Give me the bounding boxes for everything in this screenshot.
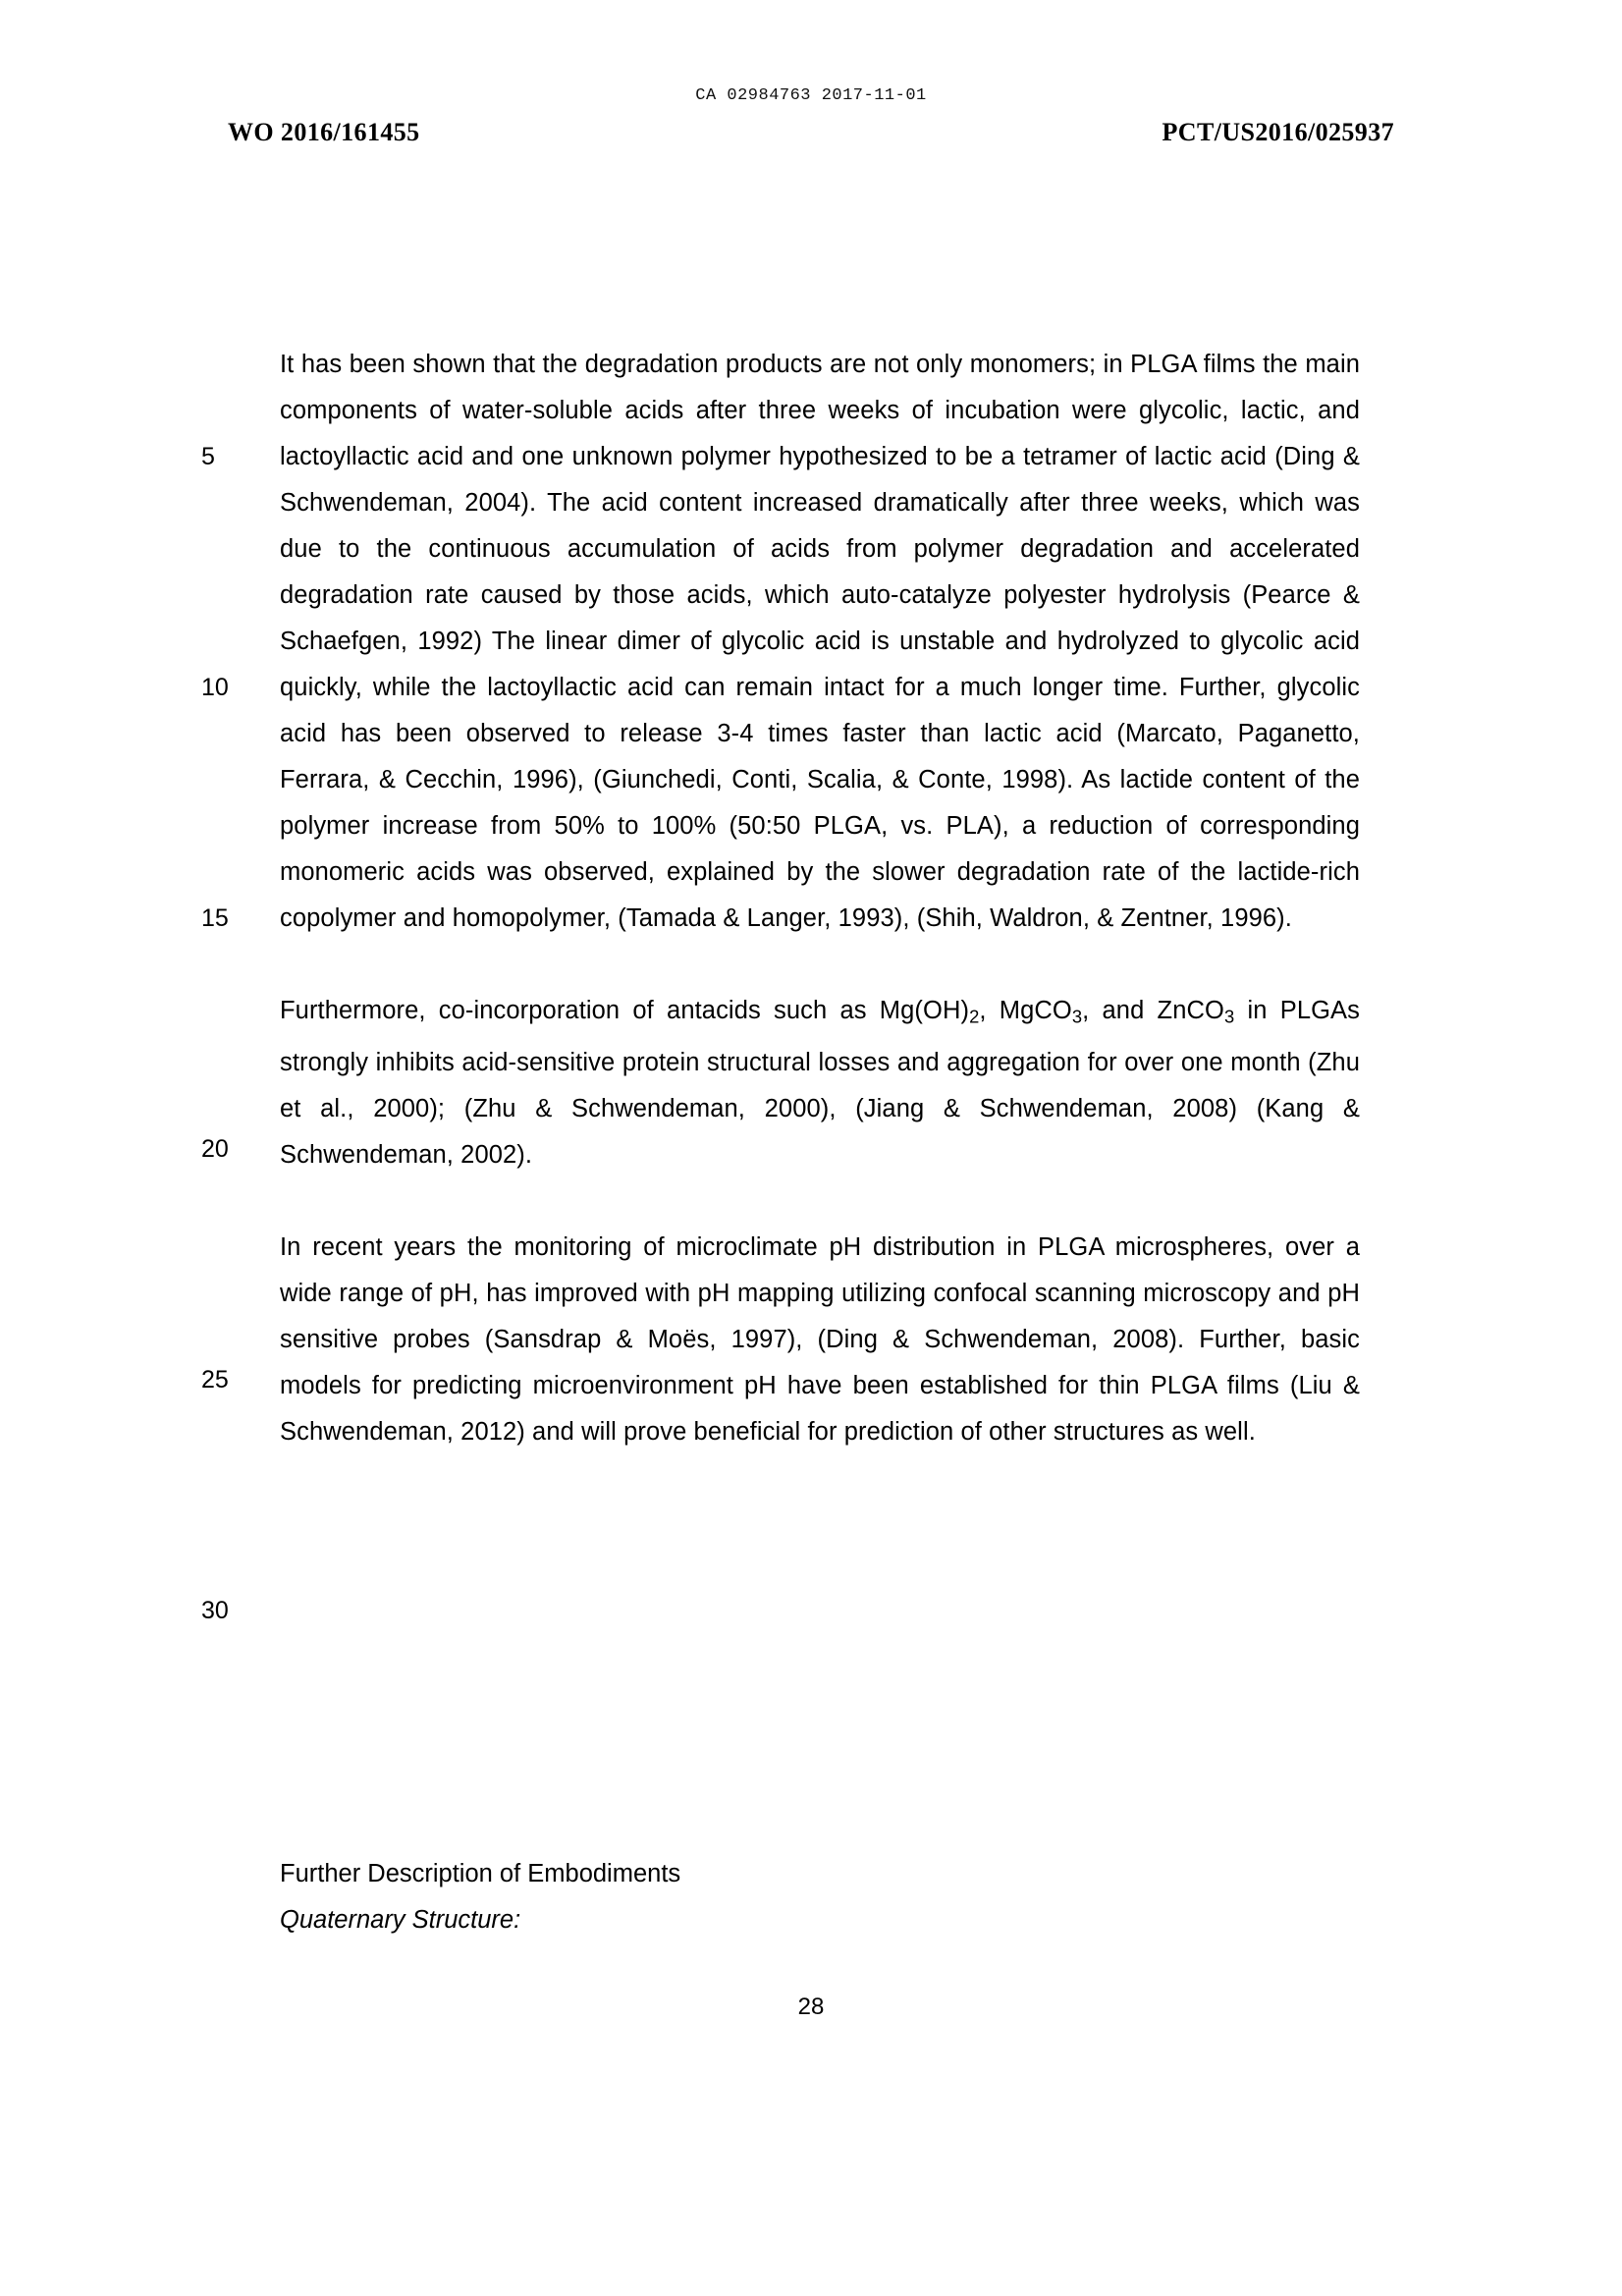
antacid-text-before: Furthermore, co-incorporation of antacids such as Mg(OH) <box>280 997 970 1024</box>
archive-identifier: CA 02984763 2017-11-01 <box>695 86 927 105</box>
line-number: 5 <box>201 443 215 470</box>
quaternary-structure-subheading: Quaternary Structure: <box>280 1906 521 1934</box>
page-number: 28 <box>797 1994 825 2020</box>
line-number: 15 <box>201 904 229 932</box>
publication-number: WO 2016/161455 <box>228 118 420 146</box>
subscript-two: 2 <box>969 1006 980 1027</box>
section-heading-block <box>280 1851 1360 1943</box>
body-text-column <box>280 342 1360 1455</box>
line-number: 20 <box>201 1135 229 1163</box>
antacid-text-mid2: , and ZnCO <box>1082 997 1224 1024</box>
antacid-text-after: in PLGAs strongly inhibits acid-sensitive protein structural losses and aggregation for over one month (Zhu et al., 2000); (Zhu & Schwendeman, 2000), (Jiang & Schwendeman, 2008) (Kang & Schwendeman, 2002). <box>280 997 1360 1169</box>
subscript-three-b: 3 <box>1223 1006 1235 1027</box>
paragraph-antacids <box>280 988 1360 1178</box>
antacid-text-mid1: , MgCO <box>979 997 1072 1024</box>
paragraph-microclimate-ph: In recent years the monitoring of microclimate pH distribution in PLGA microspheres, over a wide range of pH, has improved with pH mapping utilizing confocal scanning microscopy and pH sensitive probes (Sansdrap & Moës, 1997), (Ding & Schwendeman, 2008). Further, basic models for predicting microenvironment pH have been established for thin PLGA films (Liu & Schwendeman, 2012) and will prove beneficial for prediction of other structures as well. <box>280 1232 1360 1446</box>
line-number: 25 <box>201 1366 229 1394</box>
application-number: PCT/US2016/025937 <box>1162 118 1394 146</box>
subscript-three-a: 3 <box>1071 1006 1083 1027</box>
paragraph-degradation-products: It has been shown that the degradation products are not only monomers; in PLGA films the main components of water-soluble acids after three weeks of incubation were glycolic, lactic, and lactoyllactic acid and one unknown polymer hypothesized to be a tetramer of lactic acid (Ding & Schwendeman, 2004). The acid content increased dramatically after three weeks, which was due to the continuous accumulation of acids from polymer degradation and accelerated degradation rate caused by those acids, which auto-catalyze polyester hydrolysis (Pearce & Schaefgen, 1992) The linear dimer of glycolic acid is unstable and hydrolyzed to glycolic acid quickly, while the lactoyllactic acid can remain intact for a much longer time. Further, glycolic acid has been observed to release 3-4 times faster than lactic acid (Marcato, Paganetto, Ferrara, & Cecchin, 1996), (Giunchedi, Conti, Scalia, & Conte, 1998). As lactide content of the polymer increase from 50% to 100% (50:50 PLGA, vs. PLA), a reduction of corresponding monomeric acids was observed, explained by the slower degradation rate of the lactide-rich copolymer and homopolymer, (Tamada & Langer, 1993), (Shih, Waldron, & Zentner, 1996). <box>280 351 1360 932</box>
further-description-heading: Further Description of Embodiments <box>280 1860 681 1887</box>
line-number: 10 <box>201 674 229 701</box>
line-number: 30 <box>201 1597 229 1624</box>
